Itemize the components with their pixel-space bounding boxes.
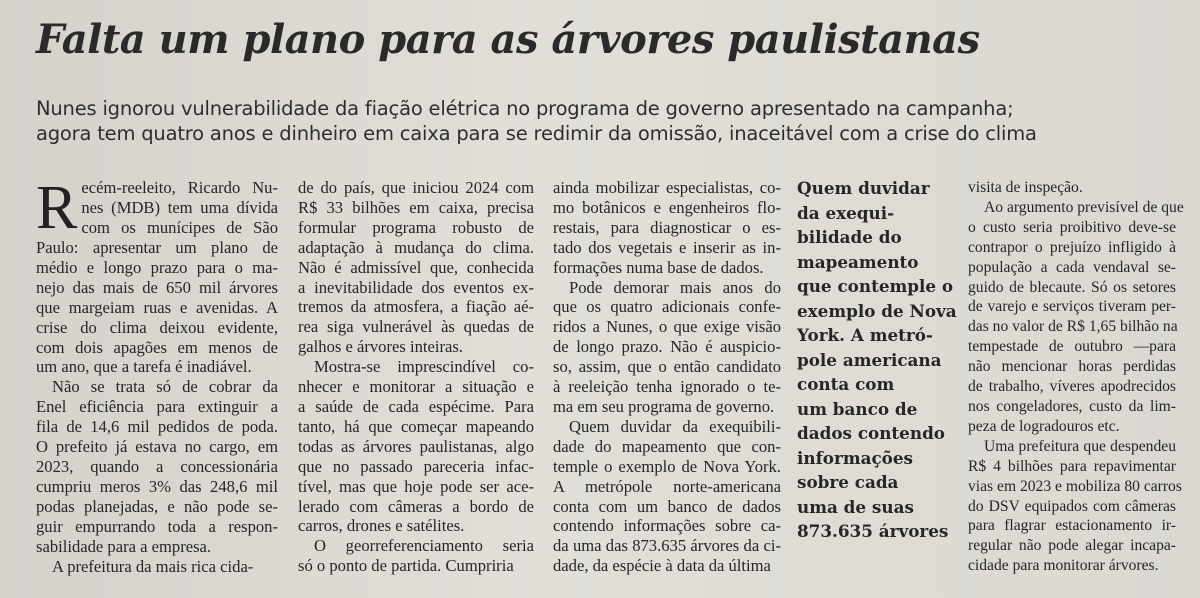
subhead-line: agora tem quatro anos e dinheiro em caixa para se redimir da omissão, inaceitável com a crise do clima bbox=[36, 122, 1037, 145]
text-line: rea siga vulnerável às quedas de bbox=[298, 317, 534, 337]
text-line: com dois apagões em menos de bbox=[36, 337, 278, 357]
text-line: um ano, que a tarefa é inadiável. bbox=[36, 357, 252, 377]
text-line: médio e longo prazo para o ma- bbox=[36, 257, 278, 277]
article-column-1 bbox=[36, 174, 278, 576]
text-line: restais, para diagnosticar o es- bbox=[553, 217, 781, 237]
text-line: de longo prazo. Não é auspicio- bbox=[553, 337, 781, 357]
text-line: sabilidade para a empresa. bbox=[36, 536, 212, 556]
text-line: Pode demorar mais anos do bbox=[569, 277, 781, 297]
text-line: dade do mapeamento que con- bbox=[553, 436, 781, 456]
pull-quote-line: York. A metró- bbox=[797, 325, 933, 345]
text-line: formações numa base de dados. bbox=[553, 257, 764, 277]
opening-paragraph bbox=[36, 174, 278, 242]
text-line: do DSV equipados com câmeras bbox=[968, 497, 1176, 515]
text-line: das no valor de R$ 1,65 bilhão na bbox=[968, 318, 1178, 336]
text-line: podas planejadas, e não pode se- bbox=[36, 496, 278, 516]
text-line: contrapor o prejuízo infligido à bbox=[968, 238, 1176, 256]
text-line: ridos a Nunes, o que exige visão bbox=[553, 317, 781, 337]
text-line: A prefeitura da mais rica cida- bbox=[52, 556, 254, 576]
text-line: com os munícipes de São bbox=[81, 217, 278, 237]
text-line: galhos e árvores inteiras. bbox=[298, 337, 463, 357]
pull-quote-line: bilidade do bbox=[797, 227, 902, 247]
pull-quote-line: 873.635 árvores bbox=[797, 521, 949, 541]
subheadline bbox=[36, 96, 1176, 146]
text-line: a saúde de cada espécime. Para bbox=[298, 396, 534, 416]
text-line: A metrópole norte-americana bbox=[553, 476, 781, 496]
text-line: tanto, há que começar mapeando bbox=[298, 416, 534, 436]
pull-quote-line: dados contendo bbox=[797, 423, 945, 443]
text-line: vias em 2023 e mobiliza 80 carros bbox=[968, 477, 1182, 495]
pull-quote-line: sobre cada bbox=[797, 472, 899, 492]
text-line: 2023, quando a concessionária bbox=[36, 456, 278, 476]
text-line: tado dos vegetais e inserir as in- bbox=[553, 237, 781, 257]
pull-quote-line: mapeamento bbox=[797, 251, 919, 272]
text-line: ainda mobilizar especialistas, co- bbox=[553, 178, 781, 197]
text-line: não mencionar horas perdidas bbox=[968, 358, 1176, 376]
text-line: tremos da atmosfera, a fiação aé- bbox=[298, 297, 534, 317]
text-line: guido de blecaute. Só os setores bbox=[968, 278, 1176, 296]
text-line: fila de 14,6 mil pedidos de poda. bbox=[36, 417, 278, 437]
text-line: conta com um banco de dados bbox=[553, 496, 781, 516]
text-line: nos congeladores, custo da lim- bbox=[968, 397, 1176, 415]
text-line: visita de inspeção. bbox=[968, 179, 1083, 196]
pull-quote-line: Quem duvidar bbox=[797, 178, 930, 198]
pull-quote-line: da exequi- bbox=[797, 202, 895, 223]
text-line: todas as árvores paulistanas, algo bbox=[298, 436, 534, 456]
text-line: adaptação à mudança do clima. bbox=[298, 237, 534, 257]
text-line: à reeleição tenha ignorado o te- bbox=[553, 377, 781, 397]
text-line: que margeiam ruas e avenidas. A bbox=[36, 297, 278, 317]
text-line: ma em seu programa de governo. bbox=[553, 396, 775, 416]
text-line: so, assim, que o então candidato bbox=[553, 357, 781, 377]
text-line: da uma das 873.635 árvores da ci- bbox=[553, 536, 781, 556]
text-line: Mostra-se imprescindível co- bbox=[314, 357, 534, 377]
text-line: só o ponto de partida. Cumpriria bbox=[298, 556, 514, 576]
text-line: cumpriu meros 3% das 248,6 mil bbox=[36, 476, 278, 496]
text-line: nes (MDB) tem uma dívida bbox=[81, 197, 278, 217]
article-column-3 bbox=[553, 178, 781, 576]
text-line: Paulo: apresentar um plano de bbox=[36, 238, 278, 257]
text-line: tível, mas que hoje pode ser ace- bbox=[298, 476, 534, 496]
pull-quote-line: informações bbox=[797, 447, 913, 468]
text-line: ecém-reeleito, Ricardo Nu- bbox=[81, 178, 278, 197]
text-line: de varejo e serviços tiveram per- bbox=[968, 298, 1176, 316]
text-line: R$ 33 bilhões em caixa, precisa bbox=[298, 197, 534, 217]
text-line: lerado com câmeras a bordo de bbox=[298, 496, 534, 516]
text-line: O prefeito já estava no cargo, em bbox=[36, 437, 278, 457]
text-line: peza de logradouros etc. bbox=[968, 417, 1120, 435]
pull-quote-line: exemplo de Nova bbox=[797, 300, 957, 321]
text-line: regular não pode alegar incapa- bbox=[968, 537, 1176, 555]
text-line: mo botânicos e engenheiros flo- bbox=[553, 197, 781, 217]
text-line: Enel eficiência para extinguir a bbox=[36, 397, 278, 417]
text-line: Uma prefeitura que despendeu bbox=[984, 437, 1176, 455]
pull-quote-line: que contemple o bbox=[797, 276, 954, 296]
text-line: nejo das mais de 650 mil árvores bbox=[36, 277, 278, 297]
pull-quote-line: uma de suas bbox=[797, 496, 914, 517]
text-line: temple o exemplo de Nova York. bbox=[553, 456, 781, 476]
text-line: dade, da espécie à data da última bbox=[553, 556, 771, 576]
pull-quote bbox=[797, 176, 955, 544]
text-line: de trabalho, víveres apodrecidos bbox=[968, 378, 1176, 396]
text-line: cidade para monitorar árvores. bbox=[968, 557, 1159, 575]
text-line: contendo informações sobre ca- bbox=[553, 516, 781, 536]
text-line: o custo seria proibitivo deve-se bbox=[968, 218, 1176, 236]
text-line: para flagrar estacionamento ir- bbox=[968, 517, 1176, 535]
pull-quote-line: conta com bbox=[797, 374, 895, 394]
text-line: Não é admissível que, conhecida bbox=[298, 257, 534, 277]
article-column-2 bbox=[298, 178, 534, 576]
text-line: de do país, que iniciou 2024 com bbox=[298, 178, 534, 197]
headline: Falta um plano para as árvores paulistanas bbox=[36, 16, 980, 63]
text-line: crise do clima deixou evidente, bbox=[36, 317, 278, 337]
text-line: população a cada vendaval se- bbox=[968, 258, 1176, 276]
text-line: que os quatro adicionais confe- bbox=[553, 297, 781, 317]
drop-cap: R bbox=[36, 174, 78, 242]
subhead-line: Nunes ignorou vulnerabilidade da fiação elétrica no programa de governo apresentado na campanha; bbox=[36, 97, 1014, 120]
text-line: Quem duvidar da exequibili- bbox=[569, 416, 781, 436]
text-line: guir empurrando toda a respon- bbox=[36, 516, 278, 536]
article-column-5 bbox=[968, 178, 1184, 576]
text-line: a inevitabilidade dos eventos ex- bbox=[298, 277, 534, 297]
text-line: tempestade de outubro —para bbox=[968, 338, 1176, 356]
text-line: nhecer e monitorar a situação e bbox=[298, 377, 534, 397]
text-line: R$ 4 bilhões para repavimentar bbox=[968, 457, 1176, 475]
text-line: que no passado pareceria infac- bbox=[298, 456, 534, 476]
pull-quote-line: um banco de bbox=[797, 398, 918, 419]
text-line: Não se trata só de cobrar da bbox=[52, 377, 278, 397]
text-line: carros, drones e satélites. bbox=[298, 516, 465, 536]
text-line: O georreferenciamento seria bbox=[314, 536, 534, 556]
pull-quote-line: pole americana bbox=[797, 349, 942, 370]
text-line: formular programa robusto de bbox=[298, 217, 534, 237]
text-line: Ao argumento previsível de que bbox=[984, 198, 1184, 216]
